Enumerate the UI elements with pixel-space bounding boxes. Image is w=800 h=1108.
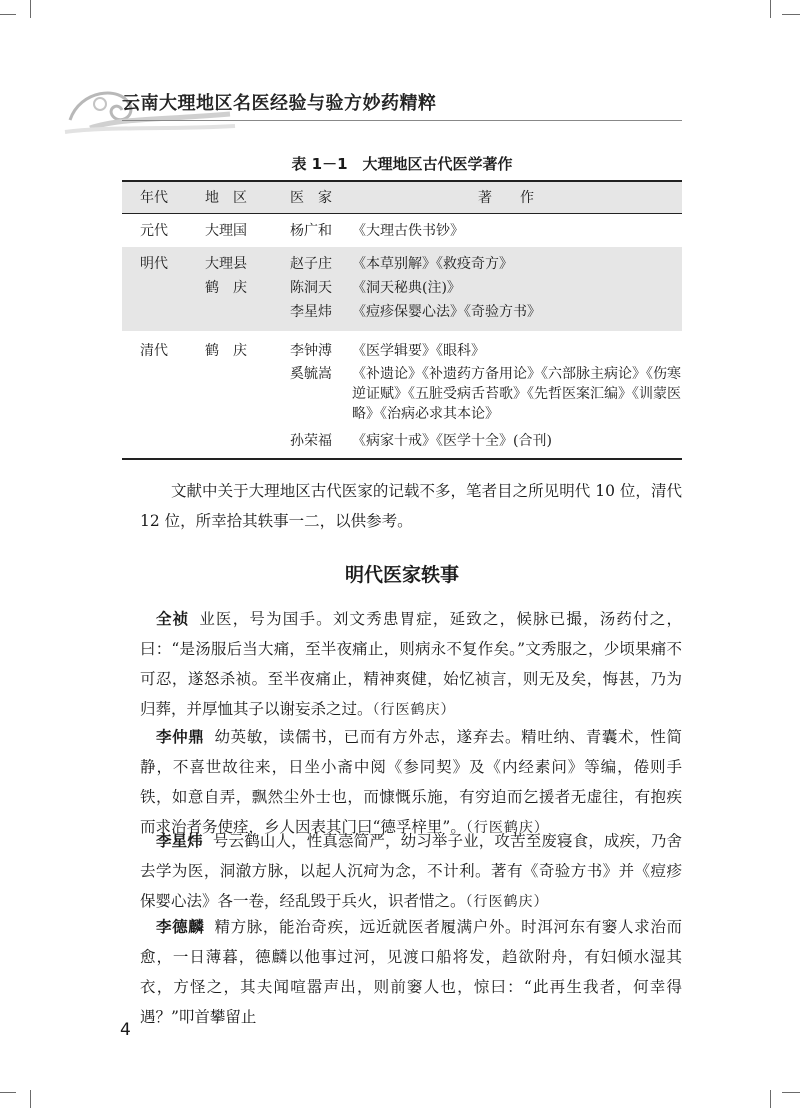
table-cell-physician: 奚毓嵩	[290, 366, 332, 382]
table-cell-era: 清代	[140, 343, 168, 359]
table-top-rule	[122, 180, 682, 182]
running-header-title: 云南大理地区名医经验与验方妙药精粹	[122, 93, 437, 114]
table-cell-works: 《大理古佚书钞》	[352, 223, 464, 239]
entry-name: 李德麟	[156, 918, 205, 936]
table-cell-works: 《洞天秘典(注)》	[352, 280, 461, 296]
intro-paragraph: 文献中关于大理地区古代医家的记载不多，笔者目之所见明代 10 位，清代 12 位，所幸拾其轶事一二，以供参考。	[140, 482, 682, 530]
crop-mark	[782, 1092, 800, 1093]
entry-source: （行医鹤庆）	[465, 894, 549, 910]
entry-paragraph	[140, 604, 682, 725]
entry-paragraph	[140, 722, 682, 843]
table-cell-works: 《本草别解》《救疫奇方》	[352, 256, 513, 272]
entry-paragraph	[140, 826, 682, 917]
table-cell-physician: 陈洞天	[290, 280, 332, 296]
column-header-works: 著 作	[478, 190, 534, 206]
table-cell-physician: 赵子庄	[290, 256, 332, 272]
table-bottom-rule	[122, 458, 682, 460]
header-rule	[122, 120, 682, 121]
table-cell-physician: 李星炜	[290, 304, 332, 320]
entry-text: 号云鹤山人，性真悫简严，幼习举子业，攻苦至废寝食，成疾，乃舍去学为医，洞澈方脉，以起人沉疴为念，不计利。著有《奇验方书》并《痘疹保婴心法》各一卷，经乱毁于兵火，识者惜之。	[140, 832, 682, 910]
crop-mark	[782, 14, 800, 15]
entry-text: 幼英敏，读儒书，已而有方外志，遂弃去。精吐纳、青囊术，性简静，不喜世故往来，日坐小斋中阅《参同契》及《内经素问》等编，倦则手铁，如意自弄，飘然尘外士也，而慷慨乐施，有穷迫而乞援者无虚往，有抱疾而求治者务使痊，乡人因表其门曰“德孚梓里”。	[140, 728, 682, 836]
page-number: 4	[120, 1020, 131, 1040]
crop-mark	[0, 1092, 16, 1093]
table-cell-region: 鹤 庆	[205, 280, 247, 296]
entry-paragraph	[140, 912, 682, 1033]
entry-source: （行医鹤庆）	[465, 820, 549, 836]
crop-mark	[770, 1090, 771, 1108]
table-cell-physician: 杨广和	[290, 223, 332, 239]
table-cell-physician: 李钟溥	[290, 343, 332, 359]
column-header-region: 地 区	[205, 190, 247, 206]
table-cell-region: 大理县	[205, 256, 247, 272]
table-cell-works: 《补遗论》《补遗药方备用论》《六部脉主病论》《伤寒逆证赋》《五脏受病舌苔歌》《先哲医案汇编》《训蒙医略》《治病必求其本论》	[352, 366, 681, 422]
table-cell-region: 鹤 庆	[205, 343, 247, 359]
table-cell-era: 元代	[140, 223, 168, 239]
table-cell-region: 大理国	[205, 223, 247, 239]
entry-text: 业医，号为国手。刘文秀患胃症，延致之，候脉已撮，汤药付之，曰：“是汤服后当大痛，至半夜痛止，则病永不复作矣。”文秀服之，少顷果痛不可忍，遂怒杀祯。至半夜痛止，精神爽健，始忆祯言，则无及矣，悔甚，乃为归葬，并厚恤其子以谢妄杀之过。	[140, 610, 682, 718]
section-title: 明代医家轶事	[344, 564, 459, 586]
table-header-rule	[122, 213, 682, 214]
table-cell-works: 《病家十戒》《医学十全》(合刊)	[352, 433, 552, 449]
table-cell-physician: 孙荣福	[290, 433, 332, 449]
column-header-physician: 医 家	[290, 190, 332, 206]
entry-name: 李仲鼎	[156, 728, 205, 746]
entry-text: 精方脉，能治奇疾，远近就医者履满户外。时洱河东有窭人求治而愈，一日薄暮，德麟以他事过河，见渡口船将发，趋欲附舟，有妇倾水湿其衣，方怪之，其夫闻喧嚣声出，则前窭人也，惊曰：“此再生我者，何幸得遇？”叩首攀留止	[140, 918, 682, 1026]
table-caption: 表 1－1 大理地区古代医学著作	[291, 155, 513, 173]
table-cell-works: 《痘疹保婴心法》《奇验方书》	[352, 304, 541, 320]
crop-mark	[0, 14, 16, 15]
crop-mark	[770, 0, 771, 18]
entry-source: （行医鹤庆）	[372, 702, 456, 718]
entry-name: 李星炜	[156, 832, 203, 850]
crop-mark	[30, 1090, 31, 1108]
table-cell-works: 《医学辑要》《眼科》	[352, 343, 485, 359]
column-header-era: 年代	[140, 190, 168, 206]
entry-name: 全祯	[156, 610, 190, 628]
crop-mark	[30, 0, 31, 18]
table-cell-era: 明代	[140, 256, 168, 272]
